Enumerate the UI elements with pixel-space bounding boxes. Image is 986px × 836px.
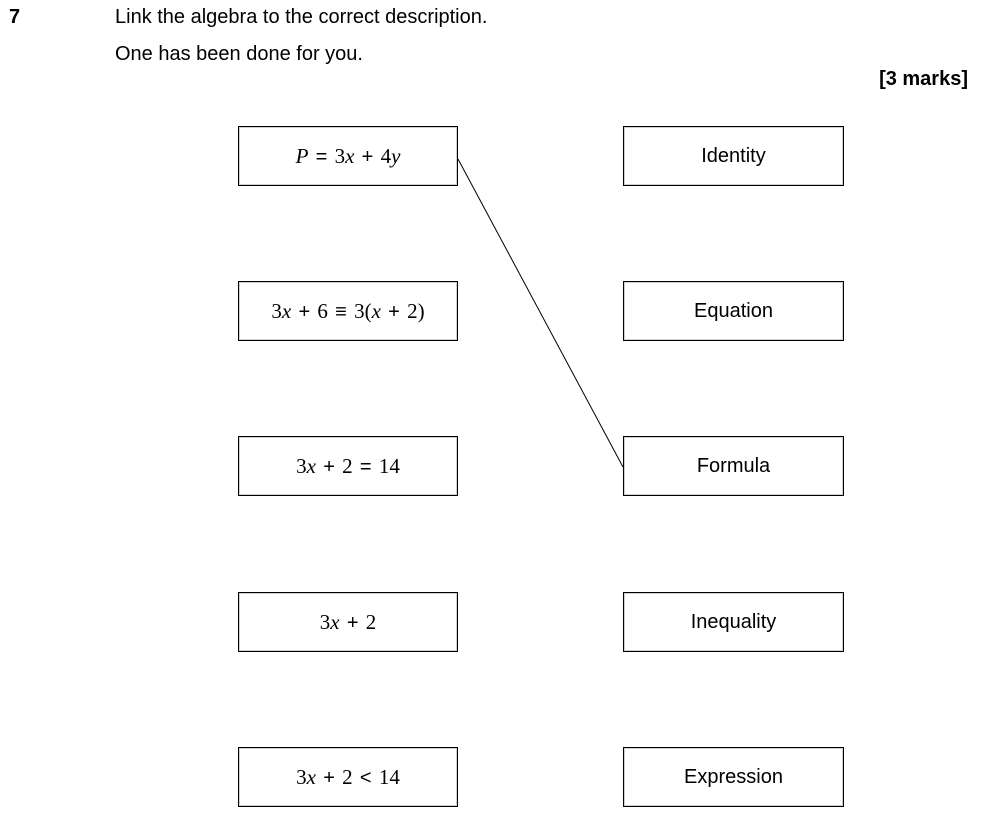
algebra-box-equation[interactable] bbox=[238, 436, 458, 496]
description-box-formula[interactable] bbox=[623, 436, 844, 496]
description-box-identity[interactable] bbox=[623, 126, 844, 186]
algebra-text: 3x + 6 ≡ 3(x + 2) bbox=[271, 298, 425, 323]
description-label: Identity bbox=[701, 144, 766, 167]
algebra-text: P = 3x + 4y bbox=[295, 143, 401, 168]
instruction-text: Link the algebra to the correct description. bbox=[115, 6, 488, 28]
description-box-expression[interactable] bbox=[623, 747, 844, 807]
description-label: Formula bbox=[696, 454, 771, 477]
example-note: One has been done for you. bbox=[115, 43, 363, 65]
description-box-equation[interactable] bbox=[623, 281, 844, 341]
algebra-box-inequality[interactable] bbox=[238, 747, 458, 807]
question-number: 7 bbox=[9, 6, 21, 28]
marks-label: [3 marks] bbox=[879, 68, 968, 90]
algebra-box-identity[interactable] bbox=[238, 281, 458, 341]
algebra-text: 3x + 2 < 14 bbox=[296, 764, 400, 789]
algebra-text: 3x + 2 = 14 bbox=[296, 453, 400, 478]
description-label: Expression bbox=[684, 765, 783, 788]
algebra-box-formula[interactable] bbox=[238, 126, 458, 186]
algebra-box-expression[interactable] bbox=[238, 592, 458, 652]
algebra-text: 3x + 2 bbox=[319, 609, 377, 634]
description-box-inequality[interactable] bbox=[623, 592, 844, 652]
description-label: Inequality bbox=[690, 610, 777, 633]
description-label: Equation bbox=[694, 299, 773, 322]
link-line bbox=[458, 159, 623, 467]
